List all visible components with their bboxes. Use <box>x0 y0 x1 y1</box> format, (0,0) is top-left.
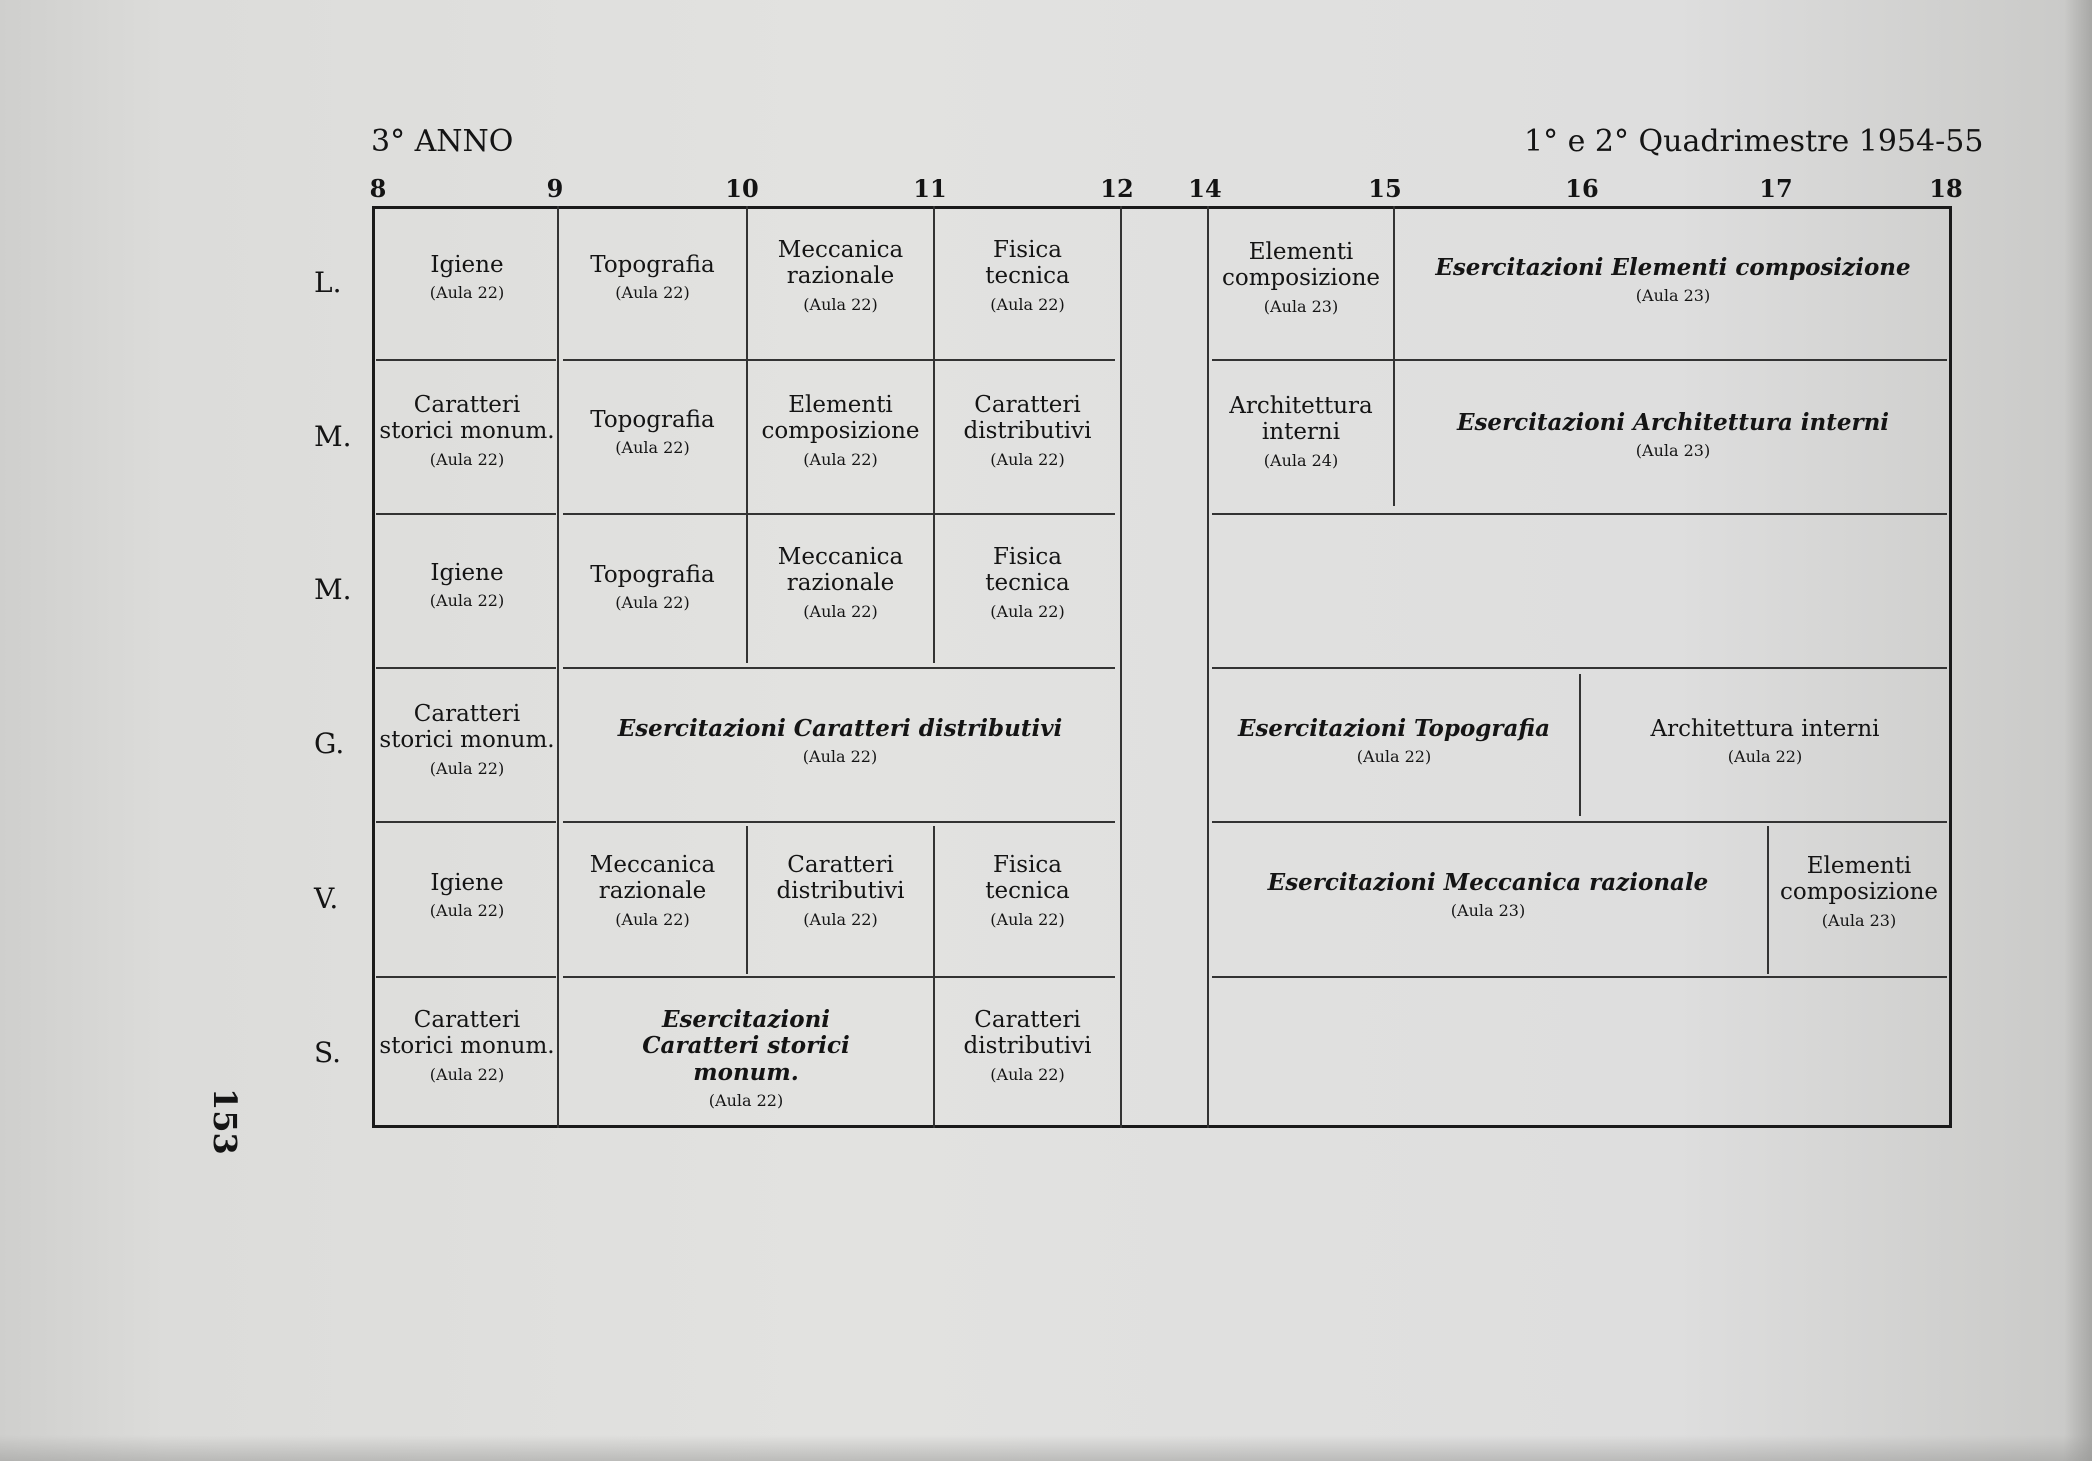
class-cell <box>559 852 746 929</box>
subject-name: Elementi composizione <box>1221 239 1380 292</box>
class-cell <box>1209 393 1393 470</box>
room-label: (Aula 22) <box>803 909 878 929</box>
subject-name: Caratteri storici monum. <box>379 1007 555 1060</box>
page-edge-shadow-right <box>2064 0 2092 1461</box>
class-cell <box>377 560 557 611</box>
room-label: (Aula 23) <box>1450 901 1526 921</box>
row-divider <box>563 976 1115 978</box>
room-label: (Aula 22) <box>615 593 690 613</box>
hour-label: 14 <box>1188 174 1222 203</box>
subject-name: Meccanica razionale <box>777 544 904 597</box>
class-cell <box>377 252 557 303</box>
room-label: (Aula 23) <box>1821 910 1897 930</box>
room-label: (Aula 22) <box>429 758 505 778</box>
class-cell <box>559 562 746 613</box>
class-cell <box>1397 255 1949 306</box>
room-label: (Aula 23) <box>1635 286 1711 306</box>
subject-name: Meccanica razionale <box>777 237 904 290</box>
subject-name: Caratteri distributivi <box>963 1007 1092 1060</box>
day-label: G. <box>314 727 345 760</box>
room-label: (Aula 24) <box>1263 450 1339 470</box>
hour-label: 8 <box>369 174 387 203</box>
year-title: 3° ANNO <box>371 124 514 159</box>
row-divider <box>1212 976 1947 978</box>
subject-name: Elementi composizione <box>1779 853 1938 906</box>
day-label: S. <box>314 1036 342 1069</box>
subject-name: Caratteri storici monum. <box>379 392 555 445</box>
hour-label: 12 <box>1100 174 1134 203</box>
room-label: (Aula 23) <box>1635 441 1711 461</box>
room-label: (Aula 22) <box>615 909 690 929</box>
subject-name: Igiene <box>430 252 504 278</box>
row-divider <box>1212 359 1947 361</box>
room-label: (Aula 22) <box>429 901 505 921</box>
row-divider <box>1212 821 1947 823</box>
class-cell <box>750 392 931 469</box>
subject-name: Igiene <box>430 560 504 586</box>
class-cell <box>559 1007 933 1111</box>
grid-line <box>557 206 559 1128</box>
room-label: (Aula 22) <box>615 438 690 458</box>
day-label: V. <box>314 882 339 915</box>
row-divider <box>563 667 1115 669</box>
page-number: 153 <box>206 1088 244 1155</box>
room-label: (Aula 22) <box>429 283 505 303</box>
subject-name: Fisica tecnica <box>985 544 1070 597</box>
subject-name: Esercitazioni Architettura interni <box>1456 409 1890 436</box>
row-divider <box>1212 513 1947 515</box>
class-cell <box>1209 716 1579 767</box>
class-cell <box>559 252 746 303</box>
room-label: (Aula 22) <box>990 449 1065 469</box>
grid-line <box>933 206 935 663</box>
room-label: (Aula 22) <box>990 1064 1065 1084</box>
room-label: (Aula 22) <box>990 294 1065 314</box>
room-label: (Aula 22) <box>615 283 690 303</box>
class-cell <box>377 870 557 921</box>
subject-name: Esercitazioni Caratteri distributivi <box>617 715 1063 742</box>
room-label: (Aula 22) <box>802 747 878 767</box>
room-label: (Aula 22) <box>990 601 1065 621</box>
subject-name: Esercitazioni Topografia <box>1237 715 1551 742</box>
row-divider <box>376 976 556 978</box>
subject-name: Architettura interni <box>1650 716 1880 742</box>
row-divider <box>1212 667 1947 669</box>
row-divider <box>563 821 1115 823</box>
subject-name: Igiene <box>430 870 504 896</box>
subject-name: Architettura interni <box>1229 393 1373 446</box>
class-cell <box>937 237 1118 314</box>
class-cell <box>750 544 931 621</box>
page-edge-shadow-bottom <box>0 1435 2092 1461</box>
hour-label: 9 <box>546 174 564 203</box>
room-label: (Aula 22) <box>803 601 878 621</box>
grid-line <box>1393 206 1395 506</box>
class-cell <box>1397 410 1949 461</box>
subject-name: Caratteri distributivi <box>776 852 905 905</box>
room-label: (Aula 22) <box>803 449 878 469</box>
class-cell <box>1581 716 1949 767</box>
subject-name: Caratteri distributivi <box>963 392 1092 445</box>
grid-line <box>1207 206 1209 1128</box>
day-label: M. <box>314 420 352 453</box>
class-cell <box>937 1007 1118 1084</box>
row-divider <box>376 513 556 515</box>
hour-label: 18 <box>1929 174 1963 203</box>
class-cell <box>1209 870 1767 921</box>
class-cell <box>377 701 557 778</box>
room-label: (Aula 23) <box>1263 296 1339 316</box>
period-title: 1° e 2° Quadrimestre 1954-55 <box>1524 124 1984 159</box>
subject-name: Esercitazioni Elementi composizione <box>1435 254 1911 281</box>
hour-label: 16 <box>1565 174 1599 203</box>
class-cell <box>750 237 931 314</box>
class-cell <box>937 544 1118 621</box>
row-divider <box>376 359 556 361</box>
class-cell <box>559 407 746 458</box>
subject-name: Fisica tecnica <box>985 852 1070 905</box>
subject-name: Esercitazioni Meccanica razionale <box>1267 869 1709 896</box>
class-cell <box>562 716 1118 767</box>
room-label: (Aula 22) <box>429 1064 505 1084</box>
row-divider <box>563 359 1115 361</box>
hour-label: 10 <box>725 174 759 203</box>
room-label: (Aula 22) <box>1356 747 1432 767</box>
subject-name: Meccanica razionale <box>589 852 716 905</box>
hour-label: 11 <box>913 174 947 203</box>
room-label: (Aula 22) <box>429 591 505 611</box>
subject-name: Topografia <box>590 407 715 433</box>
grid-line <box>746 206 748 663</box>
room-label: (Aula 22) <box>708 1091 784 1111</box>
room-label: (Aula 22) <box>429 449 505 469</box>
class-cell <box>377 392 557 469</box>
row-divider <box>376 821 556 823</box>
row-divider <box>563 513 1115 515</box>
subject-name: Caratteri storici monum. <box>379 701 555 754</box>
day-label: M. <box>314 573 352 606</box>
grid-line <box>746 826 748 974</box>
room-label: (Aula 22) <box>1727 747 1803 767</box>
class-cell <box>1769 853 1949 930</box>
class-cell <box>937 392 1118 469</box>
class-cell <box>750 852 931 929</box>
subject-name: Elementi composizione <box>761 392 920 445</box>
day-label: L. <box>314 266 342 299</box>
subject-name: Fisica tecnica <box>985 237 1070 290</box>
class-cell <box>937 852 1118 929</box>
class-cell <box>377 1007 557 1084</box>
subject-name: Topografia <box>590 252 715 278</box>
hour-label: 15 <box>1368 174 1402 203</box>
room-label: (Aula 22) <box>803 294 878 314</box>
subject-name: Esercitazioni Caratteri storici monum. <box>642 1006 850 1086</box>
row-divider <box>376 667 556 669</box>
class-cell <box>1209 239 1393 316</box>
grid-line <box>1120 206 1122 1128</box>
room-label: (Aula 22) <box>990 909 1065 929</box>
hour-label: 17 <box>1759 174 1793 203</box>
subject-name: Topografia <box>590 562 715 588</box>
